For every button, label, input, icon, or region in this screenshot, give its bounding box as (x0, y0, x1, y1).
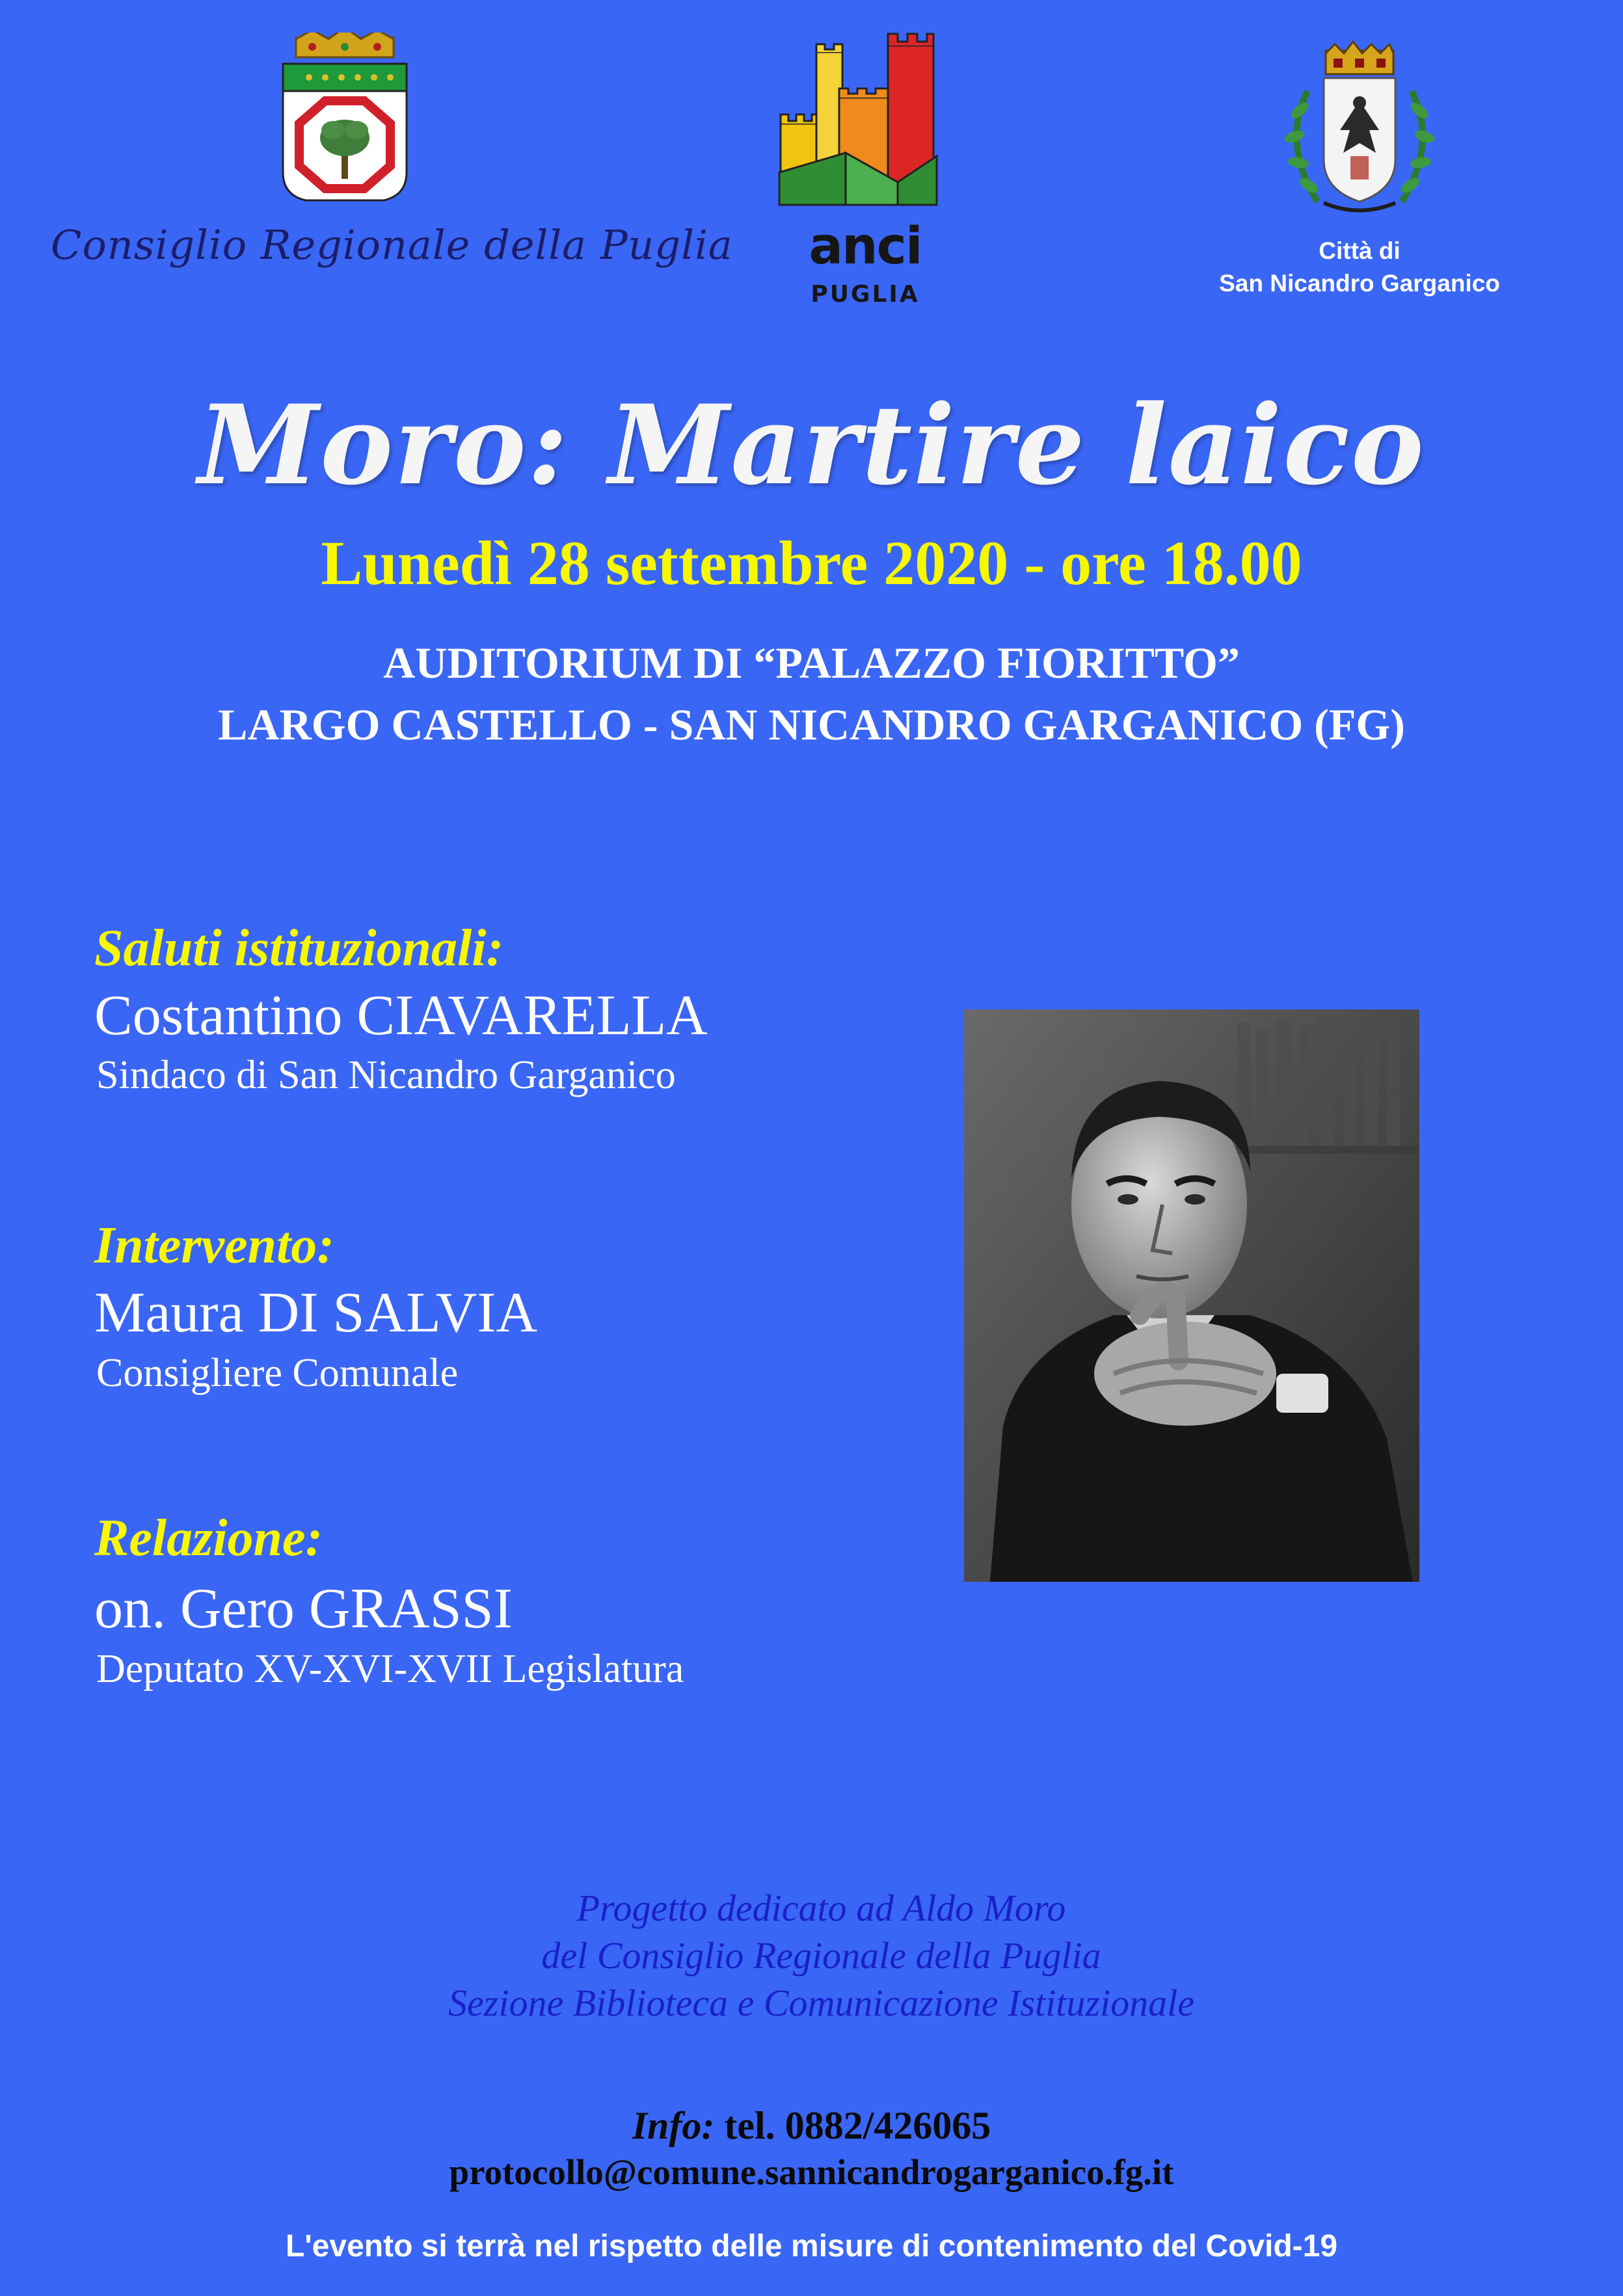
speaker-detail-di-salvia: Consigliere Comunale (96, 1351, 459, 1395)
speaker-name-di-salvia: Maura DI SALVIA (94, 1281, 538, 1344)
covid-notice: L'evento si terrà nel rispetto delle misure di contenimento del Covid-19 (285, 2229, 1338, 2263)
portrait-photo (964, 1009, 1419, 1582)
event-title: Moro: Martire laico (198, 380, 1425, 509)
speaker-role-relazione: Relazione: (94, 1510, 323, 1567)
info-label: Info: (632, 2104, 715, 2147)
citta-coat-of-arms-icon (1184, 39, 1535, 228)
project-line1: Progetto dedicato ad Aldo Moro (576, 1887, 1066, 1929)
project-line2: del Consiglio Regionale della Puglia (541, 1934, 1101, 1977)
citta-label-line2: San Nicandro Garganico (1219, 270, 1500, 297)
regione-puglia-wordmark: Consiglio Regionale della Puglia (51, 221, 733, 269)
event-venue-line1: AUDITORIUM DI “PALAZZO FIORITTO” (383, 638, 1240, 687)
regione-puglia-logo (39, 33, 733, 280)
event-venue-line2: LARGO CASTELLO - SAN NICANDRO GARGANICO (FG) (218, 700, 1405, 749)
speaker-name-ciavarella: Costantino CIAVARELLA (94, 984, 708, 1047)
anci-wordmark: anci (809, 217, 922, 276)
citta-san-nicandro-logo (1184, 39, 1535, 312)
speaker-role-saluti: Saluti istituzionali: (94, 920, 504, 977)
portrait-figure-icon (964, 1009, 1419, 1582)
speaker-role-intervento: Intervento: (94, 1217, 334, 1274)
regione-puglia-emblem-icon (39, 33, 657, 221)
speaker-detail-ciavarella: Sindaco di San Nicandro Garganico (96, 1053, 676, 1097)
speaker-name-grassi: on. Gero GRASSI (94, 1577, 513, 1640)
citta-label-line1: Città di (1319, 237, 1401, 264)
anci-subtitle: PUGLIA (811, 281, 920, 308)
contact-email: protocollo@comune.sannicandrogarganico.fg.it (449, 2152, 1174, 2192)
event-date: Lunedì 28 settembre 2020 - ore 18.00 (321, 528, 1302, 598)
project-line3: Sezione Biblioteca e Comunicazione Istituzionale (448, 1982, 1194, 2024)
anci-puglia-logo (768, 26, 963, 308)
info-telephone: tel. 0882/426065 (714, 2104, 991, 2147)
info-line (0, 2106, 1623, 2145)
speaker-detail-grassi: Deputato XV-XVI-XVII Legislatura (96, 1647, 684, 1691)
anci-towers-icon (768, 26, 963, 221)
